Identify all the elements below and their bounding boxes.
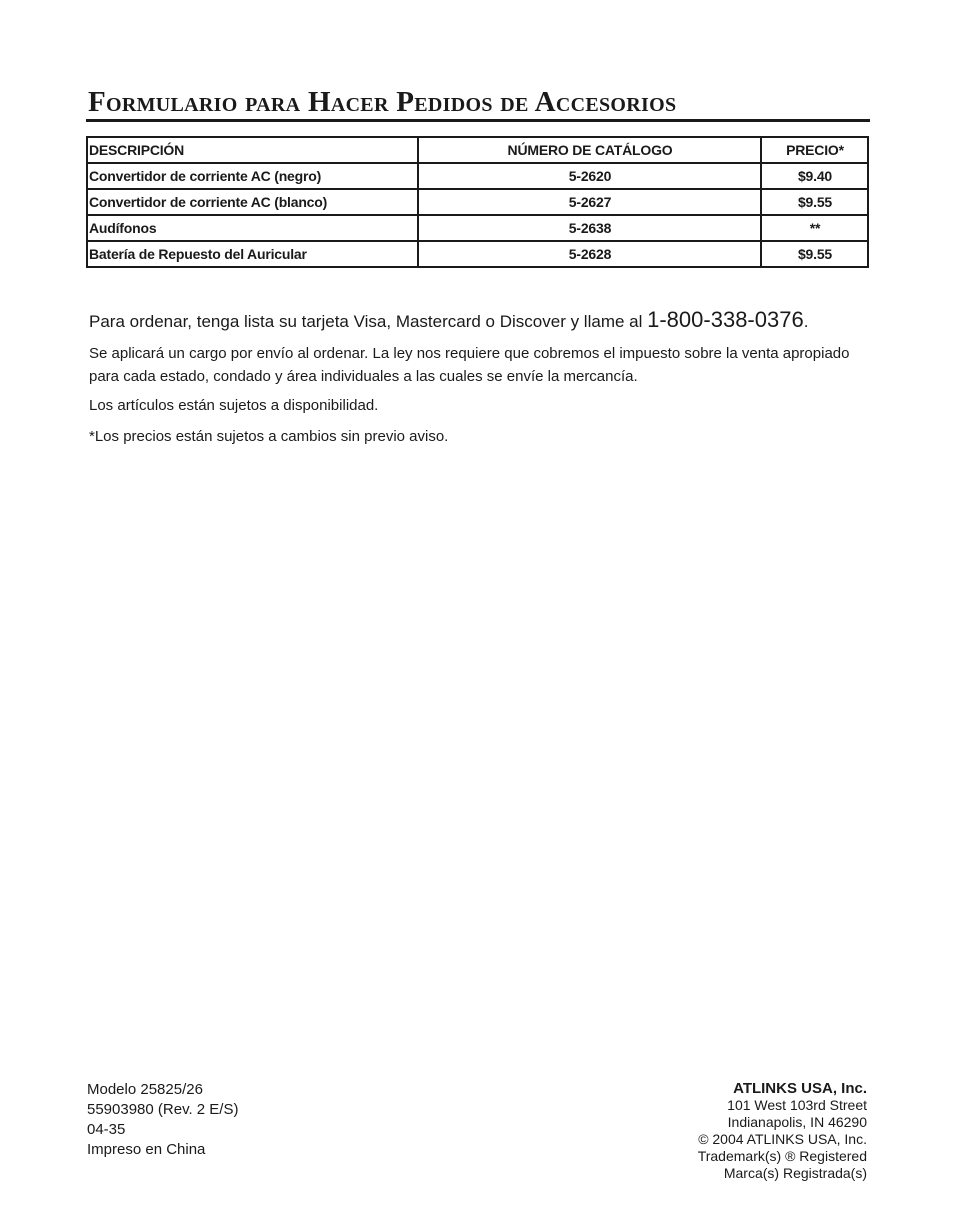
row-catalog-number: 5-2628 [418, 241, 761, 267]
printed-in: Impreso en China [87, 1141, 206, 1158]
accessories-table [86, 136, 869, 268]
row-description: Batería de Repuesto del Auricular [87, 241, 418, 267]
header-catalog-number: NÚMERO DE CATÁLOGO [418, 137, 761, 163]
header-description: DESCRIPCIÓN [87, 137, 418, 163]
model-number: Modelo 25825/26 [87, 1081, 203, 1098]
row-catalog-number: 5-2627 [418, 189, 761, 215]
row-description: Convertidor de corriente AC (negro) [87, 163, 418, 189]
marca-notice: Marca(s) Registrada(s) [723, 1165, 867, 1181]
footer-company-info [698, 1080, 867, 1182]
row-price: $9.55 [761, 189, 868, 215]
row-price: ** [761, 215, 868, 241]
date-code: 04-35 [87, 1121, 126, 1138]
price-note: *Los precios están sujetos a cambios sin previo aviso. [89, 428, 449, 445]
row-catalog-number: 5-2620 [418, 163, 761, 189]
row-description: Audífonos [87, 215, 418, 241]
footer-model-info [87, 1080, 238, 1160]
order-instructions [89, 306, 808, 336]
trademark-notice: Trademark(s) ® Registered [697, 1148, 867, 1164]
page-title: Formulario para Hacer Pedidos de Accesorios [88, 86, 677, 118]
table-header-row [87, 137, 868, 163]
part-number: 55903980 (Rev. 2 E/S) [87, 1101, 239, 1118]
company-city: Indianapolis, IN 46290 [727, 1114, 867, 1130]
company-name: ATLINKS USA, Inc. [733, 1080, 867, 1097]
table-row [87, 241, 868, 267]
header-price: PRECIO* [761, 137, 868, 163]
availability-note: Los artículos están sujetos a disponibilidad. [89, 397, 379, 414]
order-phone-number: 1-800-338-0376 [647, 307, 804, 332]
row-price: $9.40 [761, 163, 868, 189]
copyright-notice: © 2004 ATLINKS USA, Inc. [698, 1131, 867, 1147]
table-row [87, 189, 868, 215]
company-street: 101 West 103rd Street [727, 1097, 867, 1113]
title-rule [86, 119, 870, 122]
row-price: $9.55 [761, 241, 868, 267]
row-description: Convertidor de corriente AC (blanco) [87, 189, 418, 215]
shipping-note: Se aplicará un cargo por envío al ordenar. La ley nos requiere que cobremos el impuesto sobre la venta apropiado para cada estado, condado y área individuales a las cuales se envíe la mercancía. [89, 345, 850, 385]
order-text: Para ordenar, tenga lista su tarjeta Visa, Mastercard o Discover y llame al [89, 312, 648, 331]
table-row [87, 163, 868, 189]
order-end: . [803, 312, 809, 331]
table-row [87, 215, 868, 241]
row-catalog-number: 5-2638 [418, 215, 761, 241]
